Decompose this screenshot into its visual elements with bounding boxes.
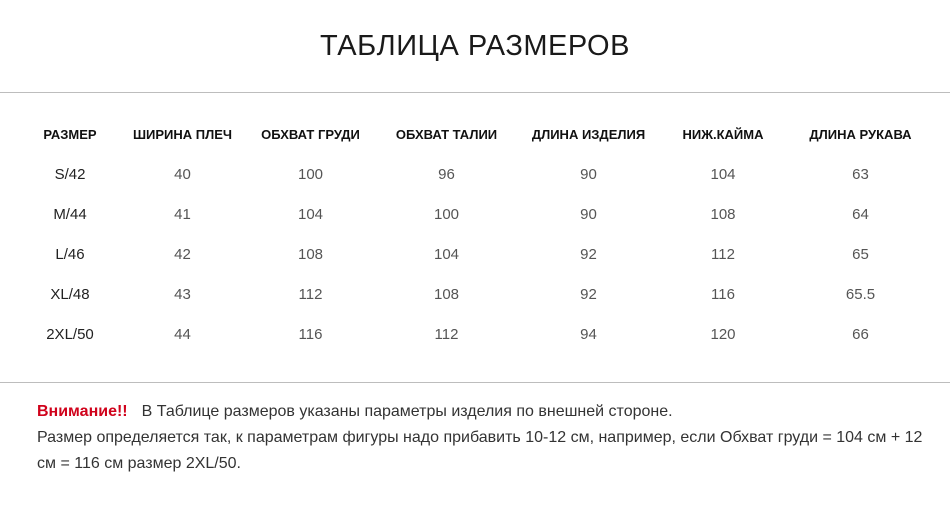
title-divider xyxy=(0,92,950,93)
table-cell: 65.5 xyxy=(845,285,876,303)
table-cell: 104 xyxy=(710,165,736,183)
table-cell: 112 xyxy=(298,285,323,303)
table-divider xyxy=(0,382,950,383)
table-cell: 116 xyxy=(711,285,735,303)
table-cell: 112 xyxy=(434,325,459,343)
table-cell: 40 xyxy=(174,165,191,183)
table-header-row xyxy=(20,114,935,154)
table-cell: 90 xyxy=(580,205,597,223)
size-cell: M/44 xyxy=(53,205,87,223)
page-title: ТАБЛИЦА РАЗМЕРОВ xyxy=(320,30,630,62)
column-header: ОБХВАТ ГРУДИ xyxy=(261,126,360,142)
column-header: РАЗМЕР xyxy=(43,126,97,142)
size-cell: L/46 xyxy=(55,245,85,263)
column-header: НИЖ.КАЙМА xyxy=(682,126,764,142)
table-cell: 92 xyxy=(580,285,597,303)
note-line-1: В Таблице размеров указаны параметры изделия по внешней стороне. xyxy=(141,403,673,420)
size-cell: 2XL/50 xyxy=(46,325,94,343)
table-cell: 94 xyxy=(580,325,597,343)
note-line-2: Размер определяется так, к параметрам фигуры надо прибавить 10-12 см, например, если Обхват груди = 104 см + 12 см = 116 см размер 2XL/50. xyxy=(37,429,923,472)
size-cell: S/42 xyxy=(54,165,86,183)
warning-label: Внимание!! xyxy=(37,403,128,420)
table-cell: 96 xyxy=(438,165,455,183)
size-cell: XL/48 xyxy=(50,285,90,303)
table-row xyxy=(20,274,935,314)
table-row xyxy=(20,314,935,354)
table-row xyxy=(20,154,935,194)
table-cell: 112 xyxy=(711,245,735,263)
column-header: ДЛИНА РУКАВА xyxy=(809,126,912,142)
table-cell: 120 xyxy=(710,325,736,343)
table-cell: 90 xyxy=(580,165,597,183)
table-cell: 43 xyxy=(174,285,191,303)
table-cell: 116 xyxy=(298,325,323,343)
table-cell: 104 xyxy=(297,205,324,223)
table-cell: 92 xyxy=(580,245,597,263)
column-header: ОБХВАТ ТАЛИИ xyxy=(395,126,498,142)
size-table xyxy=(20,114,935,354)
table-cell: 108 xyxy=(297,245,324,263)
table-cell: 63 xyxy=(852,165,869,183)
table-cell: 108 xyxy=(710,205,736,223)
table-row xyxy=(20,194,935,234)
table-cell: 108 xyxy=(433,285,460,303)
table-cell: 44 xyxy=(174,325,191,343)
table-cell: 104 xyxy=(433,245,460,263)
table-cell: 66 xyxy=(852,325,869,343)
table-cell: 100 xyxy=(297,165,324,183)
table-cell: 41 xyxy=(174,205,191,223)
column-header: ДЛИНА ИЗДЕЛИЯ xyxy=(531,126,646,142)
table-cell: 64 xyxy=(852,205,869,223)
size-note xyxy=(37,399,942,477)
table-cell: 100 xyxy=(433,205,460,223)
table-row xyxy=(20,234,935,274)
table-cell: 65 xyxy=(852,245,869,263)
table-cell: 42 xyxy=(174,245,191,263)
column-header: ШИРИНА ПЛЕЧ xyxy=(132,126,233,142)
